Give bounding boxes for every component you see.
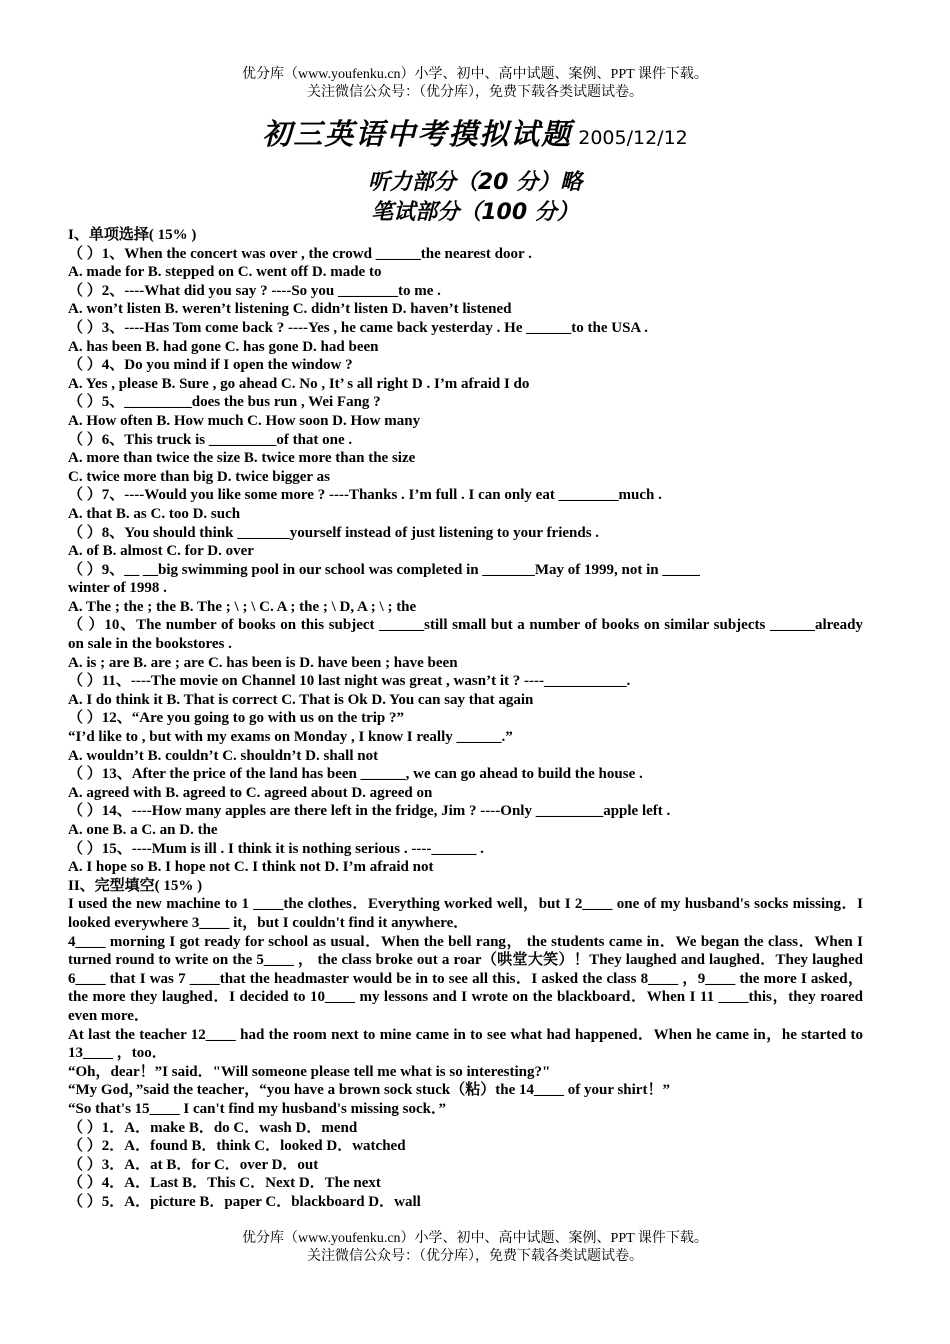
question-line: A. won’t listen B. weren’t listening C. didn’t listen D. haven’t listened	[68, 301, 512, 318]
section-1-heading: I、单项选择( 15% )	[68, 227, 197, 243]
option-line: （ ）4．A．Last B．This C．Next D．The next	[68, 1175, 381, 1192]
listening-section-title: 听力部分（20 分）略	[367, 170, 583, 195]
exam-date: 2005/12/12	[578, 127, 688, 149]
question-line: （ ）14、----How many apples are there left in the fridge, Jim ? ----Only _________apple left .	[68, 803, 671, 820]
option-line: （ ）5．A．picture B．paper C．blackboard D．wall	[68, 1193, 421, 1210]
cloze-paragraph: I used the new machine to 1 ____the clothes．Everything worked well，but I 2____ one of my husband's socks missing．I looked everywhere 3____ it，but I couldn't find it anywhere．	[68, 896, 863, 931]
question-line: A. The ; the ; the B. The ; \ ; \ C. A ; the ; \ D, A ; \ ; the	[68, 598, 417, 615]
cloze-paragraph: At last the teacher 12____ had the room next to mine came in to see what had happened．When he came in，he started to 13____ ，too．	[68, 1026, 863, 1062]
written-section-title: 笔试部分（100 分）	[371, 200, 579, 225]
exam-title-main: 初三英语中考摸拟试题	[262, 117, 573, 151]
question-line: A. I hope so B. I hope not C. I think not D. I’m afraid not	[68, 859, 434, 876]
page-header	[0, 66, 950, 102]
question-line: （ ）3、----Has Tom come back ? ----Yes , he came back yesterday . He ______to the USA .	[68, 319, 648, 336]
question-line: （ ）12、“Are you going to go with us on the trip ?”	[68, 710, 404, 727]
question-line: A. Yes , please B. Sure , go ahead C. No , It’ s all right D . I’m afraid I do	[68, 375, 530, 392]
cloze-options	[68, 1119, 863, 1212]
question-line: （ ）4、Do you mind if I open the window ?	[68, 357, 353, 374]
question-line: （ ）6、This truck is _________of that one .	[68, 431, 353, 448]
question-line: winter of 1998 .	[68, 580, 167, 597]
question-line: （ ）13、After the price of the land has been ______, we can go ahead to build the house .	[68, 766, 643, 783]
question-line: A. How often B. How much C. How soon D. How many	[68, 412, 421, 429]
question-line: A. that B. as C. too D. such	[68, 505, 241, 522]
option-line: （ ）1．A．make B．do C．wash D．mend	[68, 1119, 358, 1136]
exam-content	[68, 226, 863, 1211]
cloze-dialog	[68, 1063, 863, 1119]
cloze-paragraph: 4____ morning I got ready for school as usual．When the bell rang， the students came in．We began the class．When I turned round to write on the 5____ ， the class broke out a roar（哄堂大笑）！They laughed and laughed．They laughed 6____ that I was 7 ____that the headmaster would be in to see all this．I asked the class 8____ ，9____ the more I asked，the more they laughed．I decided to 10____ my lessons and I wrote on the blackboard．When I 11 ____this，they roared even more．	[68, 933, 863, 1024]
question-line: A. made for B. stepped on C. went off D. made to	[68, 264, 382, 281]
question-line: A. one B. a C. an D. the	[68, 822, 218, 838]
dialog-line: “My God，”said the teacher，“you have a brown sock stuck（粘）the 14____ of your shirt！”	[68, 1082, 670, 1099]
question-line: （ ）8、You should think _______yourself instead of just listening to your friends .	[68, 524, 600, 541]
footer-line-1: 优分库（www.youfenku.cn）小学、初中、高中试题、案例、PPT 课件下载。	[242, 1231, 708, 1246]
question-line: （ ）1、When the concert was over , the crowd ______the nearest door .	[68, 245, 532, 262]
question-line: （ ）11、----The movie on Channel 10 last night was great , wasn’t it ? ----___________.	[68, 673, 631, 690]
footer-line-2: 关注微信公众号：（优分库），免费下载各类试题试卷。	[307, 1249, 643, 1264]
question-line: A. I do think it B. That is correct C. That is Ok D. You can say that again	[68, 691, 534, 708]
header-line-2: 关注微信公众号：（优分库），免费下载各类试题试卷。	[307, 85, 643, 100]
question-10: （ ）10、The number of books on this subject ______still small but a number of books on similar subjects ______already on sale in the bookstores .	[68, 617, 863, 653]
question-line: A. more than twice the size B. twice more than the size	[68, 450, 416, 467]
section-1-questions-continued	[68, 654, 863, 877]
cloze-passage	[68, 895, 863, 1062]
question-line: A. agreed with B. agreed to C. agreed about D. agreed on	[68, 784, 433, 801]
question-line: （ ）5、_________does the bus run , Wei Fang ?	[68, 394, 381, 411]
question-line: （ ）9、__ __big swimming pool in our school was completed in _______May of 1999, not in _____	[68, 561, 700, 578]
question-line: （ ）2、----What did you say ? ----So you ________to me .	[68, 282, 441, 299]
option-line: （ ）3．A．at B．for C．over D．out	[68, 1156, 319, 1173]
question-line: A. is ; are B. are ; are C. has been is D. have been ; have been	[68, 654, 458, 671]
dialog-line: “So that's 15____ I can't find my husband's missing sock．”	[68, 1100, 447, 1117]
section-2-heading: II、完型填空( 15% )	[68, 877, 203, 894]
question-line: （ ）15、----Mum is ill . I think it is nothing serious . ----______ .	[68, 840, 484, 857]
section-1-questions	[68, 245, 863, 617]
exam-title	[0, 112, 950, 153]
question-line: C. twice more than big D. twice bigger as	[68, 468, 330, 485]
dialog-line: “Oh，dear！”I said．"Will someone please tell me what is so interesting?"	[68, 1063, 551, 1080]
question-line: A. of B. almost C. for D. over	[68, 543, 254, 560]
page-footer	[0, 1230, 950, 1266]
question-line: （ ）7、----Would you like some more ? ----Thanks . I’m full . I can only eat ________much .	[68, 487, 662, 504]
question-line: A. has been B. had gone C. has gone D. had been	[68, 338, 379, 355]
question-line: A. wouldn’t B. couldn’t C. shouldn’t D. shall not	[68, 747, 379, 764]
option-line: （ ）2．A．found B．think C．looked D．watched	[68, 1138, 406, 1155]
question-line: “I’d like to , but with my exams on Monday , I know I really ______.”	[68, 729, 513, 746]
header-line-1: 优分库（www.youfenku.cn）小学、初中、高中试题、案例、PPT 课件下载。	[242, 67, 708, 82]
